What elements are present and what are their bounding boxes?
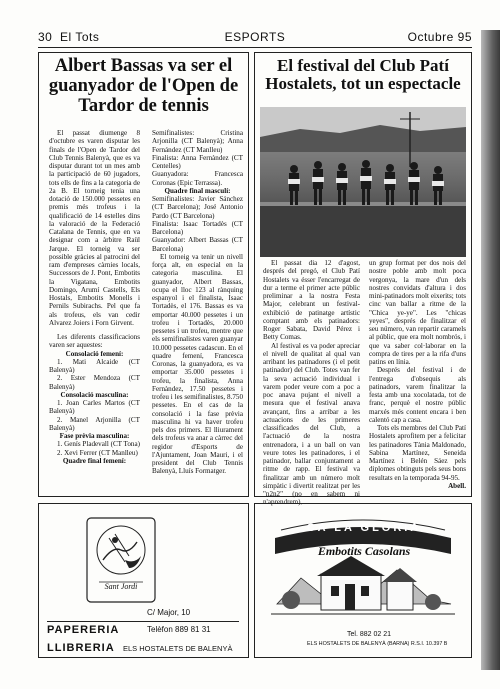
paragraph: 2. Manel Arjonilla (CT Balenyà) xyxy=(49,415,140,432)
ad-papereria-location: ELS HOSTALETS DE BALENYÀ xyxy=(123,644,233,653)
classification-heading: Fase prèvia masculina: xyxy=(59,432,130,440)
article-signature: Abell. xyxy=(448,481,466,490)
paragraph: Les diferents classificacions varen ser aquestes: xyxy=(49,333,140,350)
paragraph: 2. Ester Mendoza (CT Balenyà) xyxy=(49,374,140,391)
paragraph: Finalista: Isaac Tortadès (CT Barcelona) xyxy=(152,219,243,236)
ad-gloria-banner: CA LA GLORIA xyxy=(306,522,422,534)
article-skating-body xyxy=(263,259,466,507)
skaters-photo xyxy=(260,107,466,257)
paragraph: 2. Xevi Ferrer (CT Manlleu) xyxy=(57,448,138,457)
ad-papereria-street: C/ Major, 10 xyxy=(147,608,191,617)
paragraph: 1. Genís Pladevall (CT Tona) xyxy=(57,440,140,449)
page-header xyxy=(38,30,472,46)
ad-gloria-subtitle: Embotits Casolans xyxy=(317,544,411,558)
paragraph: El passat diumenge 8 d'octubre es varen disputar les finals de l'Open de Tardor del Club Tennis Balenyà, que es va disputar durant tot un mes amb la participació de 60 jugadors, tots ells de fins a la categoria de 2a B. El torneig tenia una dotació de 150.000 pessetes en premis més trofeus i la qualificació de 14 estelles dins la valoració de la Federació Catalana de Tennis, que en va designar com a àrbitre Raül Jarque. El torneig va ser possible gràcies al patrocini del ram d'empreses càrnies locals, Successors de J. Pont, Embotits la Vigatana, Embotits Domingo, Arumí Castells, Els Hostals, Embotits Monells i Pernils Subirachs. Pel que fa als trofeus, els van cedir Alvarez Joiers i Forn Girvent. xyxy=(49,129,140,327)
article-tennis-body xyxy=(49,129,243,476)
skaters-photo-illustration xyxy=(260,107,466,257)
classification-heading: Quadre final masculí: xyxy=(164,186,231,195)
classification-heading: Consolació masculina: xyxy=(60,390,129,399)
ad-gloria-address: ELS HOSTALETS DE BALENYÀ (BARNA) R.S.I. 10.397 B xyxy=(307,641,448,647)
article-skating-title: El festival del Club Patí Hostalets, tot un espectacle xyxy=(265,56,461,94)
paragraph: El torneig va tenir un nivell força alt, en especial en la categoria masculina. El guanyador, Albert Bassas, ocupa el lloc 123 al rànquing espanyol i el finalista, Isaac Tortadès, el 176. Bassas es va emportar 40.000 pessetes i un trofeu i Tortadès, 20.000 pessetes i un trofeu, mentre que els semifinalistes varen guanyar 10.000 pessetes cadascun. En el quadre femení, Francesca Coronas, la guanyadora, es va emportar 35.000 pessetes i trofeu, la finalista, Anna Fernàndez, 17.50 pessetes i trofeu i les semifinalistes, 8.750 pessetes. En el cas de la consolació i la fase prèvia masculina hi va haver trofeu pels dos primers. El lliurament dels trofeus va anar a càrrec del regidor d'Esports de l'Ajuntament, Joan Mauri, i el president del Club Tennis Balenyà, Lluís Formatger. xyxy=(152,252,243,476)
article-tennis-column-2 xyxy=(152,129,243,476)
article-skating-column-1 xyxy=(263,259,360,507)
section-name: ESPORTS xyxy=(224,30,286,44)
ad-gloria-phone: Tel. 882 02 21 xyxy=(347,631,391,638)
ad-papereria-shop-line1: PAPERERIA xyxy=(47,624,120,636)
ad-papereria-rule xyxy=(47,621,239,622)
ad-papereria-shop-line2: LLIBRERIA xyxy=(47,642,115,654)
ad-papereria-phone: Telèfon 889 81 31 xyxy=(147,625,211,634)
paragraph: Semifinalistes: Javier Sánchez (CT Barcelona); José Antonio Pardo (CT Barcelona) xyxy=(152,195,243,220)
paragraph: Al festival es va poder apreciar el nivell de qualitat al qual van arribant les patinadores (i el petit patinador) del Club. Totes van fer la seva actuació individual i varem poder veure com a poc a poc anava pujant el nivell a mesura que el festival anava avançant, fins a arribar a les actuacions de les primeres classificades del Club, a l'actuació de la nostra entrenadora, i a un ball on van veure totes les patinadores, i el patinador, ballar conjuntament a ritme de rapp. El festival va finalitzar amb un número molt simpàtic i divertit realitzat per les "n2n2" (no en sabem ni n'aprendrem), xyxy=(263,341,360,507)
classification-heading: Consolació femení: xyxy=(65,349,124,358)
article-skating-column-2 xyxy=(369,259,466,507)
article-skating xyxy=(254,52,472,507)
paragraph: Guanyadora: Francesca Coronas (Epic Terrassa). xyxy=(152,170,243,187)
ad-ca-la-gloria xyxy=(254,503,472,658)
magazine-name: El Tots xyxy=(60,30,100,44)
article-tennis-column-1 xyxy=(49,129,140,476)
paragraph: Després del festival i de l'entrega d'obsequis als patinadors, varem finalitzar la festa amb una xocolatada, tot de franc, perquè el nostre públic marxés més content encara i ben calentó cap a casa. xyxy=(369,366,466,424)
header-rule xyxy=(38,47,472,48)
issue-date: Octubre 95 xyxy=(407,30,472,44)
paragraph: Finalista: Anna Fernàndez (CT Centelles) xyxy=(152,153,243,170)
paragraph: Guanyador: Albert Bassas (CT Barcelona) xyxy=(152,236,243,253)
article-tennis-title: Albert Bassas va ser el guanyador de l'Open de Tardor de tennis xyxy=(48,56,239,116)
paragraph: un grup format per dos nois del nostre poble amb molt poca vergonya, la mare d'un dels nostres convidats d'altura i dos mini-patinadors molt eixerits; tots cinc van ballar a ritme de la "Chica ye-ye". Les "chicas yeyes", després de finalitzar el seu número, van repartir caramels al públic, que era molt nombrós, i que va saber col·laborar en la compra de tires per a la rifa d'uns patins en línia. xyxy=(369,259,466,366)
classification-heading: Quadre final femení: xyxy=(62,456,127,465)
paragraph: El passat dia 12 d'agost, després del pregó, el Club Patí Hostalets va ésser l'encarregat de dur a terme el primer acte públic preliminar a la nostra Festa Major, celebrant un festival-exhibició de patinatge artístic comptant amb els patinadors: Roger Sabata, David Pérez i Betty Comas. xyxy=(263,259,360,342)
page-binding-edge xyxy=(481,30,500,670)
seal-name: Sant Jordi xyxy=(104,582,138,591)
paragraph: Semifinalistes: Cristina Arjonilla (CT Balenyà); Anna Fernández (CT Manlleu) xyxy=(152,129,243,154)
article-tennis xyxy=(38,52,249,497)
page-number: 30 xyxy=(38,30,53,44)
paragraph: 1. Mati Alcaide (CT Balenyà) xyxy=(49,357,140,374)
paragraph: 1. Joan Carles Martos (CT Balenyà) xyxy=(49,399,140,416)
paragraph: Tots els membres del Club Patí Hostalets aprofitem per a felicitar les patinadores Tània Maldonado, Sabina Martínez, Seneida Martínez i Belén Sáez pels diplomes obtinguts pels seus bons resultats en la temporada 94-95. xyxy=(369,424,466,482)
ad-papereria xyxy=(38,503,249,658)
